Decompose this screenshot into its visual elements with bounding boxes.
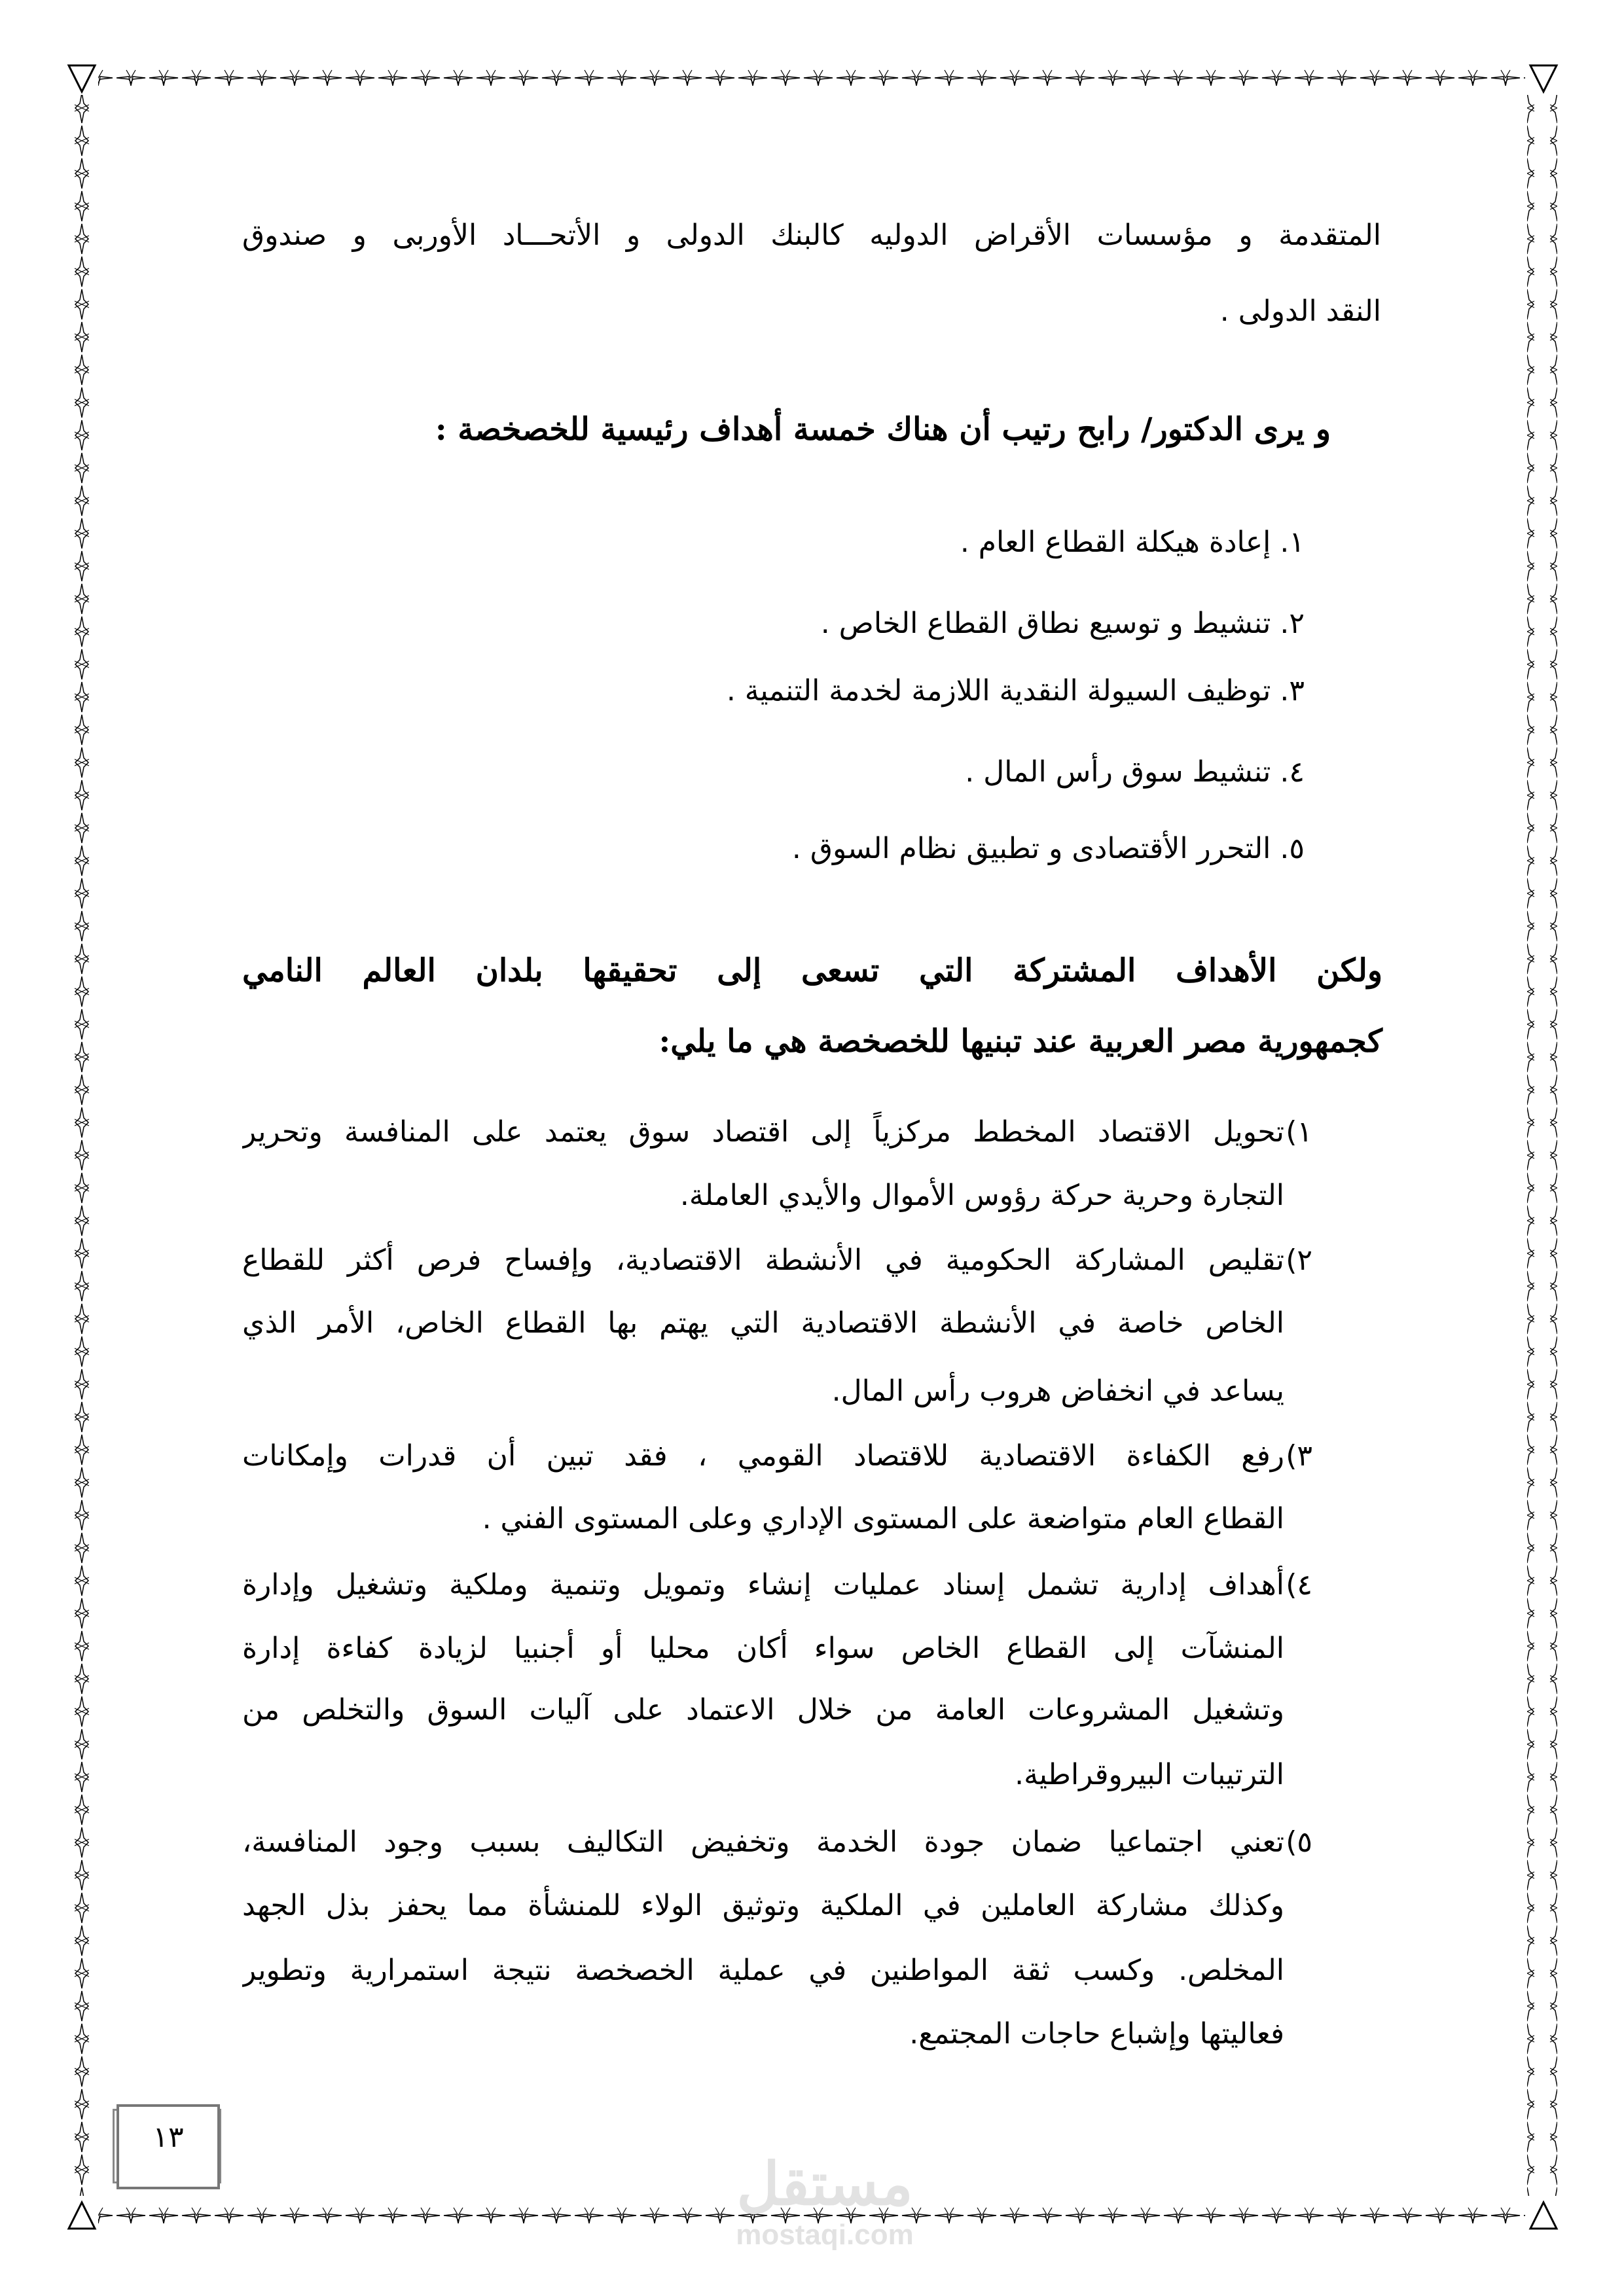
goal-item-1: ١. إعادة هيكلة القطاع العام . [960, 526, 1305, 559]
goal-item-3: ٣. توظيف السيولة النقدية اللازمة لخدمة التنمية . [726, 674, 1305, 708]
item-1-line: التجارة وحرية حركة رؤوس الأموال والأيدي العاملة. [679, 1179, 1284, 1212]
item-5-line: فعاليتها وإشباع حاجات المجتمع. [909, 2017, 1284, 2051]
heading-five-goals: و يرى الدكتور/ رابح رتيب أن هناك خمسة أهداف رئيسية للخصخصة : [435, 411, 1331, 448]
item-4-line: الترتيبات البيروقراطية. [1015, 1758, 1284, 1791]
item-marker: ٢) [1286, 1244, 1312, 1277]
item-marker: ٣) [1286, 1439, 1312, 1473]
watermark-logo-latin: mostaqi.com [736, 2219, 914, 2251]
item-5-line: المخلص. وكسب ثقة المواطنين في عملية الخصخصة نتيجة استمرارية وتطوير [242, 1954, 1284, 1987]
goal-item-2: ٢. تنشيط و توسيع نطاق القطاع الخاص . [820, 607, 1305, 640]
goal-item-5: ٥. التحرر الأقتصادى و تطبيق نظام السوق . [791, 832, 1305, 865]
item-4-line: المنشآت إلى القطاع الخاص سواء أكان محليا أو أجنبيا لزيادة كفاءة إدارة [242, 1632, 1284, 1665]
intro-line-1: المتقدمة و مؤسسات الأقراض الدوليه كالبنك الدولى و الأتحـــاد الأوربى و صندوق [242, 219, 1381, 252]
item-5-line: وكذلك مشاركة العاملين في الملكية وتوثيق الولاء للمنشأة مما يحفز بذل الجهد [242, 1889, 1284, 1922]
item-2-line: الخاص خاصة في الأنشطة الاقتصادية التي يهتم بها القطاع الخاص، الأمر الذي [242, 1306, 1284, 1340]
heading-common-goals-line-2: كجمهورية مصر العربية عند تبنيها للخصخصة هي ما يلي: [659, 1023, 1382, 1060]
item-3-line: رفع الكفاءة الاقتصادية للاقتصاد القومي ، فقد تبين أن قدرات وإمكانات [242, 1439, 1284, 1473]
item-2-line: تقليص المشاركة الحكومية في الأنشطة الاقتصادية، وإفساح فرص أكثر للقطاع [242, 1244, 1284, 1277]
item-4-line: وتشغيل المشروعات العامة من خلال الاعتماد على آليات السوق والتخلص من [242, 1693, 1284, 1727]
item-marker: ٥) [1286, 1825, 1312, 1859]
item-3-line: القطاع العام متواضعة على المستوى الإداري وعلى المستوى الفني . [482, 1502, 1284, 1535]
heading-common-goals-line-1: ولكن الأهداف المشتركة التي تسعى إلى تحقيقها بلدان العالم النامي [242, 952, 1382, 989]
item-4-line: أهداف إدارية تشمل إسناد عمليات إنشاء وتمويل وتنمية وملكية وتشغيل وإدارة [242, 1568, 1284, 1602]
item-5-line: تعني اجتماعيا ضمان جودة الخدمة وتخفيض التكاليف بسبب وجود المنافسة، [242, 1825, 1284, 1859]
watermark-logo-arabic: مستقل [736, 2152, 913, 2217]
item-1-line: تحويل الاقتصاد المخطط مركزياً إلى اقتصاد سوق يعتمد على المنافسة وتحرير [242, 1115, 1284, 1149]
page-number: ١٣ [153, 2121, 184, 2154]
item-2-line: يساعد في انخفاض هروب رأس المال. [831, 1374, 1284, 1408]
intro-line-2: النقد الدولى . [1219, 295, 1381, 328]
item-marker: ٤) [1286, 1568, 1312, 1602]
goal-item-4: ٤. تنشيط سوق رأس المال . [965, 755, 1305, 789]
item-marker: ١) [1286, 1115, 1312, 1149]
